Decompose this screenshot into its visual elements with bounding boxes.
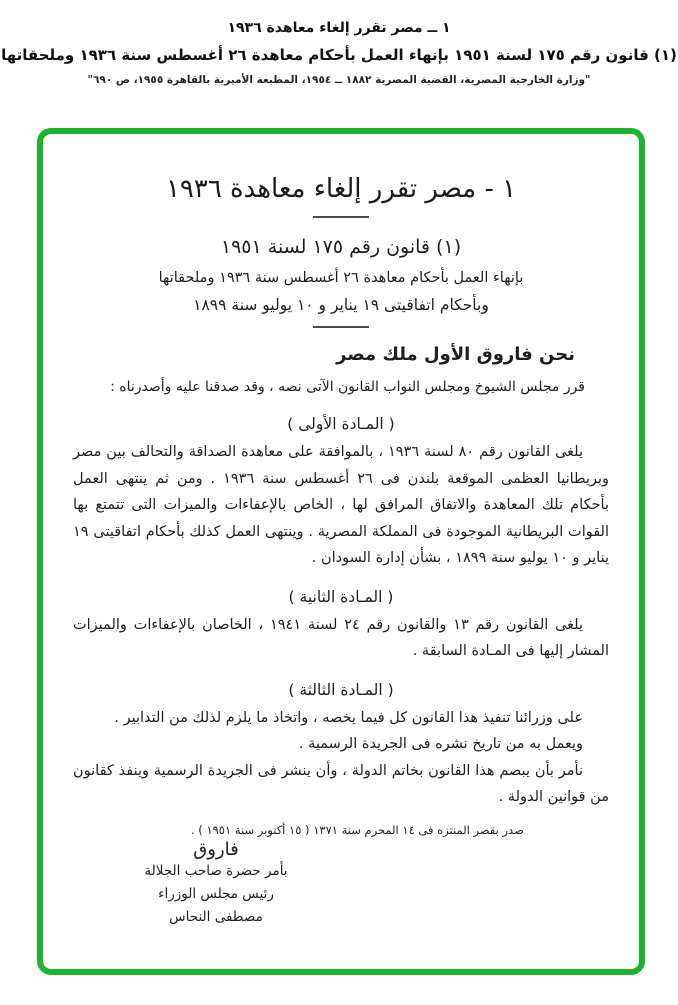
law-subtitle-treaty: بإنهاء العمل بأحكام معاهدة ٢٦ أغسطس سنة ١٩٣٦ وملحقاتها bbox=[158, 270, 524, 286]
signature-pm-name: مصطفى النحاس bbox=[169, 908, 263, 925]
article-1-paragraph: يلغى القانون رقم ٨٠ لسنة ١٩٣٦ ، بالموافقة على معاهدة الصداقة والتحالف بين مصر وبريطانيا العظمى الموقعة بلندن فى ٢٦ أغسطس سنة ١٩٣٦ . ومن ثم ينتهى العمل بأحكام تلك المعاهدة والاتفاق المرافق لها ، الخاص بالإعفاءات والميزات التى تتمتع بها القوات البريطانية الموجودة فى المملكة المصرية . وينتهى العمل كذلك بأحكام اتفاقيتى ١٩ يناير و ١٠ يوليو سنة ١٨٩٩ ، بشأن إدارة السودان . bbox=[73, 444, 609, 566]
header-law-caption: (١) قانون رقم ١٧٥ لسنة ١٩٥١ بإنهاء العمل بأحكام معاهدة ٢٦ أغسطس سنة ١٩٣٦ وملحقاتها bbox=[1, 46, 677, 64]
signature-pm-title: رئيس مجلس الوزراء bbox=[158, 885, 274, 902]
page-header bbox=[0, 0, 678, 86]
article-3-heading: ( المـادة الثالثة ) bbox=[288, 680, 394, 699]
divider-rule bbox=[313, 326, 369, 328]
signature-by-order: بأمر حضرة صاحب الجلالة bbox=[144, 862, 288, 879]
header-running-title: ١ ــ مصر تقرر إلغاء معاهدة ١٩٣٦ bbox=[227, 20, 451, 36]
signature-king-name: فاروق bbox=[193, 838, 239, 860]
article-1 bbox=[73, 415, 609, 572]
law-subtitle-agreements: وبأحكام اتفاقيتى ١٩ يناير و ١٠ يوليو سنة ١٨٩٩ bbox=[193, 296, 489, 314]
article-3-body bbox=[73, 705, 609, 811]
signature-block bbox=[91, 839, 341, 929]
divider-rule bbox=[313, 216, 369, 218]
article-1-heading: ( المـادة الأولى ) bbox=[287, 415, 395, 433]
article-2 bbox=[73, 588, 609, 665]
article-3-paragraph: على وزرائنا تنفيذ هذا القانون كل فيما يخصه ، واتخاذ ما يلزم لذلك من التدابير . bbox=[114, 709, 583, 726]
article-2-body bbox=[73, 612, 609, 665]
preamble-text: قرر مجلس الشيوخ ومجلس النواب القانون الآتى نصه ، وقد صدقنا عليه وأصدرناه : bbox=[110, 379, 585, 395]
law-number-heading: (١) قانون رقم ١٧٥ لسنة ١٩٥١ bbox=[220, 236, 462, 258]
article-2-heading: ( المـادة الثانية ) bbox=[288, 587, 394, 606]
article-3-paragraph: نأمر بأن يبصم هذا القانون بخاتم الدولة ، وأن ينشر فى الجريدة الرسمية وينفذ كقانون من قوانين الدولة . bbox=[73, 762, 609, 805]
article-1-body bbox=[73, 439, 609, 572]
header-source-citation: "وزارة الخارجية المصرية، القضية المصرية ١٨٨٢ ــ ١٩٥٤، المطبعة الأميرية بالقاهرة ١٩٥٥، ص ٦٩٠" bbox=[87, 74, 591, 86]
article-2-paragraph: يلغى القانون رقم ١٣ والقانون رقم ٢٤ لسنة ١٩٤١ ، الخاصان بالإعفاءات والميزات المشار إليها فى المـادة السابقة . bbox=[73, 616, 609, 659]
royal-title: نحن فاروق الأول ملك مصر bbox=[336, 344, 575, 365]
article-3-paragraph: ويعمل به من تاريخ نشره فى الجريدة الرسمية . bbox=[298, 736, 583, 752]
document-title: ١ - مصر تقرر إلغاء معاهدة ١٩٣٦ bbox=[165, 174, 517, 204]
document-highlight-box bbox=[37, 128, 645, 975]
article-3 bbox=[73, 681, 609, 811]
issuance-date-line: صدر بقصر المنتزه فى ١٤ المحرم سنة ١٣٧١ ( ١٥ أكتوبر سنة ١٩٥١ ) . bbox=[191, 822, 524, 837]
